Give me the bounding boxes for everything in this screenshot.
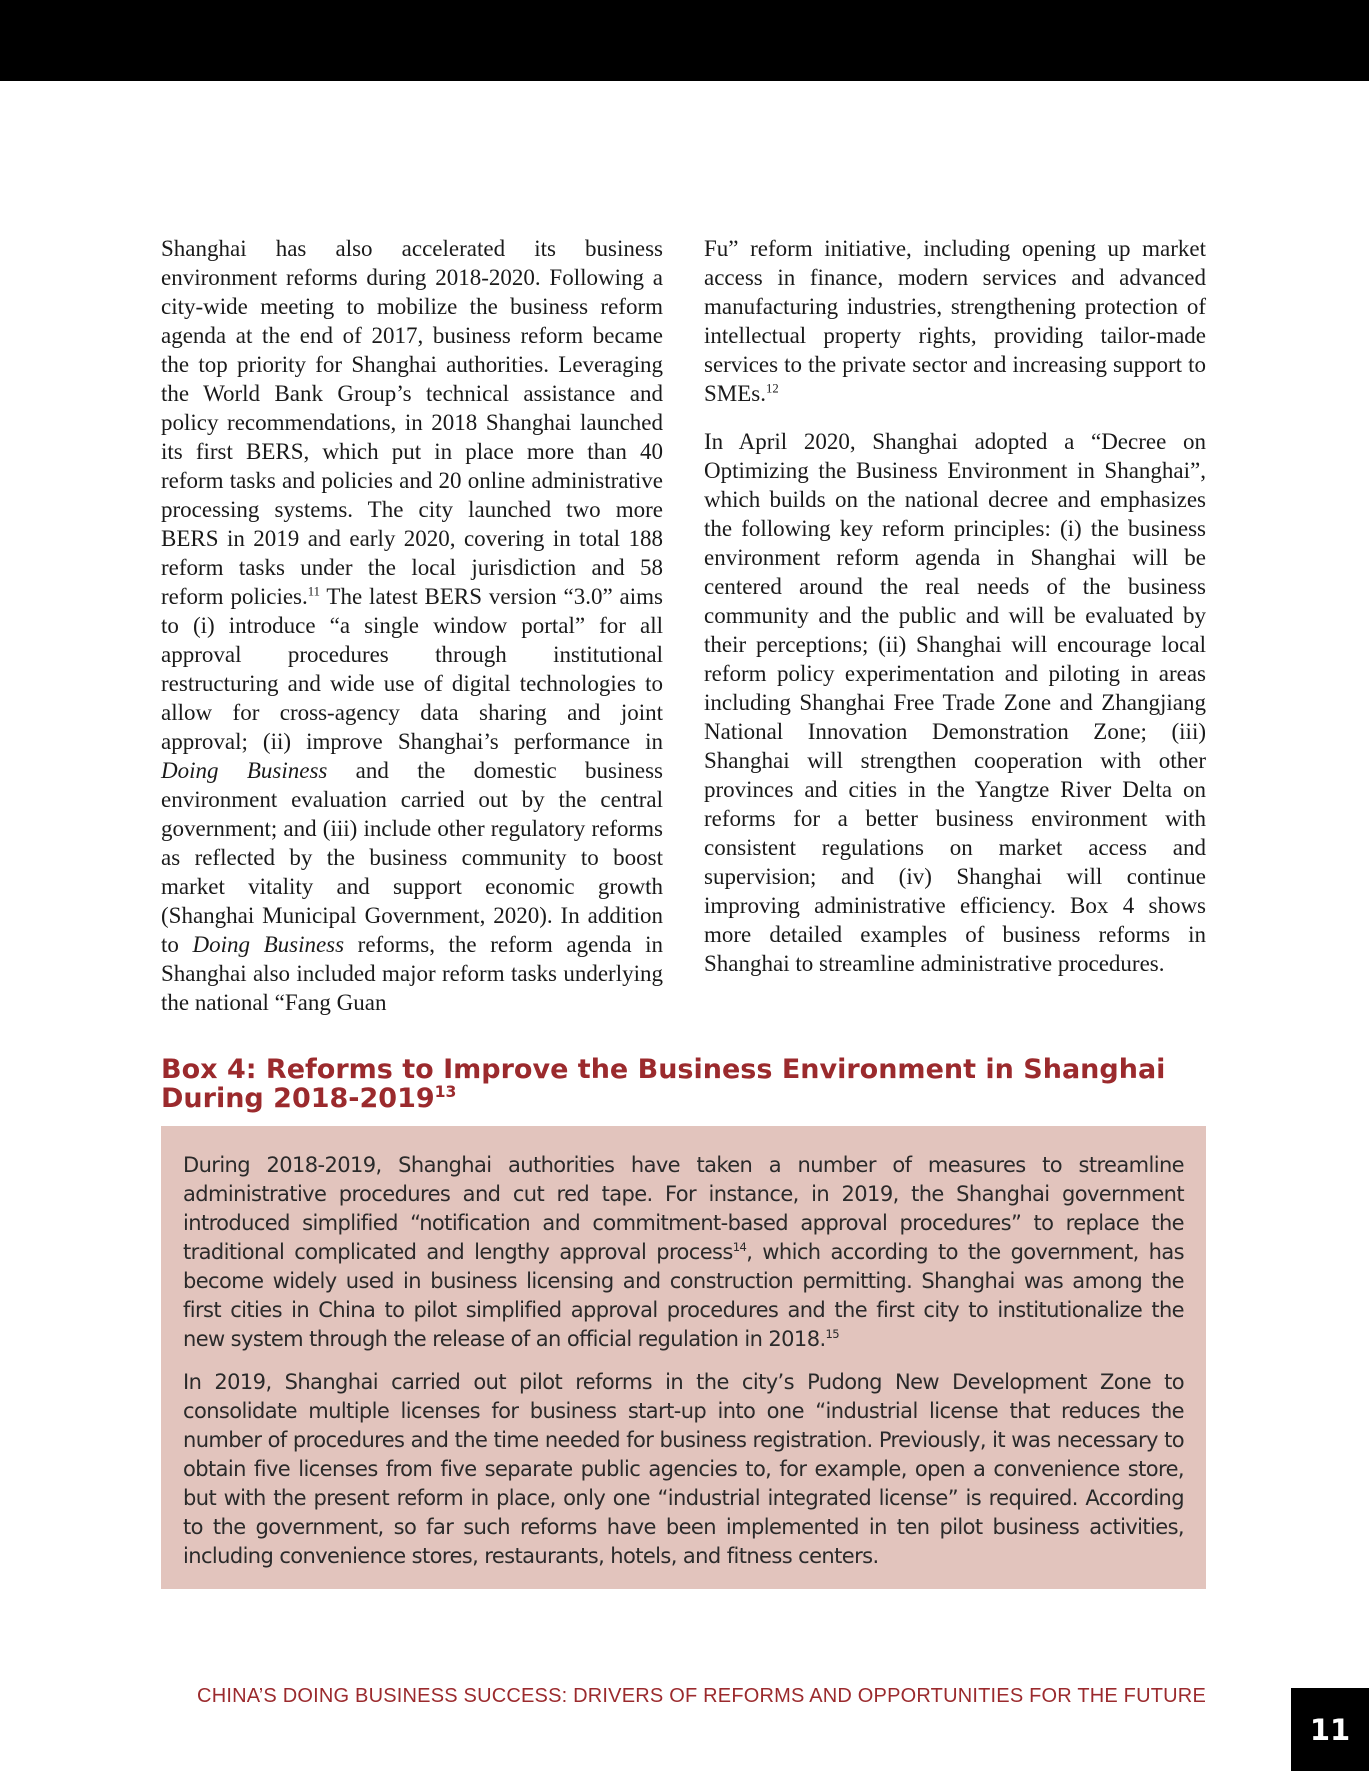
footnote-ref-15[interactable]: 15 (825, 1327, 840, 1341)
running-footer-title: CHINA’S DOING BUSINESS SUCCESS: DRIVERS OF REFORMS AND OPPORTUNITIES FOR THE FUTURE (197, 1685, 1206, 1707)
footnote-ref-11[interactable]: 11 (307, 584, 320, 599)
left-text-column (161, 234, 663, 1017)
body-paragraph: In April 2020, Shanghai adopted a “Decree on Optimizing the Business Environment in Shanghai”, which builds on the national decree and emphasizes the following key reform principles: (i) the business environment reform agenda in Shanghai will be centered around the real needs of the business community and the public and will be evaluated by their perceptions; (ii) Shanghai will encourage local reform policy experimentation and piloting in areas including Shanghai Free Trade Zone and Zhangjiang National Innovation Demonstration Zone; (iii) Shanghai will strengthen cooperation with other provinces and cities in the Yangtze River Delta on reforms for a better business environment with consistent regulations on market access and supervision; and (iv) Shanghai will continue improving administrative efficiency. Box 4 shows more detailed examples of business reforms in Shanghai to streamline administrative procedures. (704, 429, 1206, 976)
footnote-ref-13[interactable]: 13 (434, 1082, 457, 1101)
box-4-panel (161, 1126, 1206, 1589)
box-paragraph: During 2018-2019, Shanghai authorities have taken a number of measures to streamline administrative procedures and cut red tape. For instance, in 2019, the Shanghai government introduced simplified “notification and commitment-based approval procedures” to replace the traditional complicated and lengthy approval process$^{14}$, which according to the government, has become widely used in business licensing and construction permitting. Shanghai was among the first cities in China to pilot simplified approval procedures and the first city to institutionalize the new system through the release of an official regulation in 2018.15 (183, 1153, 1185, 1351)
box-paragraph: In 2019, Shanghai carried out pilot reforms in the city’s Pudong New Development Zone to consolidate multiple licenses for business start-up into one “industrial license that reduces the number of procedures and the time needed for business registration. Previously, it was necessary to obtain five licenses from five separate public agencies to, for example, open a convenience store, but with the present reform in place, only one “industrial integrated license” is required. According to the government, so far such reforms have been implemented in ten pilot business activities, including convenience stores, restaurants, hotels, and fitness centers. (183, 1370, 1184, 1568)
right-text-column (704, 234, 1206, 978)
box-title: Box 4: Reforms to Improve the Business Environment in Shanghai During 2018-2019$^{13}$ (161, 1054, 1166, 1114)
body-paragraph: Shanghai has also accelerated its business environment reforms during 2018-2020. Following a city-wide meeting to mobilize the business reform agenda at the end of 2017, business reform became the top priority for Shanghai authorities. Leveraging the World Bank Group’s technical assistance and policy recommendations, in 2018 Shanghai launched its first BERS, which put in place more than 40 reform tasks and policies and 20 online administrative processing systems. The city launched two more BERS in 2019 and early 2020, covering in total 188 reform tasks under the local jurisdiction and 58 reform policies.$^{11}$ The latest BERS version “3.0” aims to (i) introduce “a single window portal” for all approval procedures through institutional restructuring and wide use of digital technologies to allow for cross-agency data sharing and joint approval; (ii) improve Shanghai’s performance in Doing Business and the domestic business environment evaluation carried out by the central government; and (iii) include other regulatory reforms as reflected by the business community to boost market vitality and support economic growth (Shanghai Municipal Government, 2020). In addition to Doing Business reforms, the reform agenda in Shanghai also included major reform tasks underlying the national “Fang Guan (161, 236, 664, 1015)
italic-title: Doing Business (192, 932, 345, 957)
body-paragraph: Fu” reform initiative, including opening up market access in finance, modern services and advanced manufacturing industries, strengthening protection of intellectual property rights, providing tailor-made services to the private sector and increasing support to SMEs.$^{12}$ (704, 236, 1206, 406)
footnote-ref-12[interactable]: 12 (766, 381, 779, 396)
italic-title: Doing Business (161, 758, 328, 783)
footnote-ref-14[interactable]: 14 (732, 1240, 747, 1254)
top-black-bar (0, 0, 1369, 81)
page-number: 11 (1291, 1688, 1369, 1771)
